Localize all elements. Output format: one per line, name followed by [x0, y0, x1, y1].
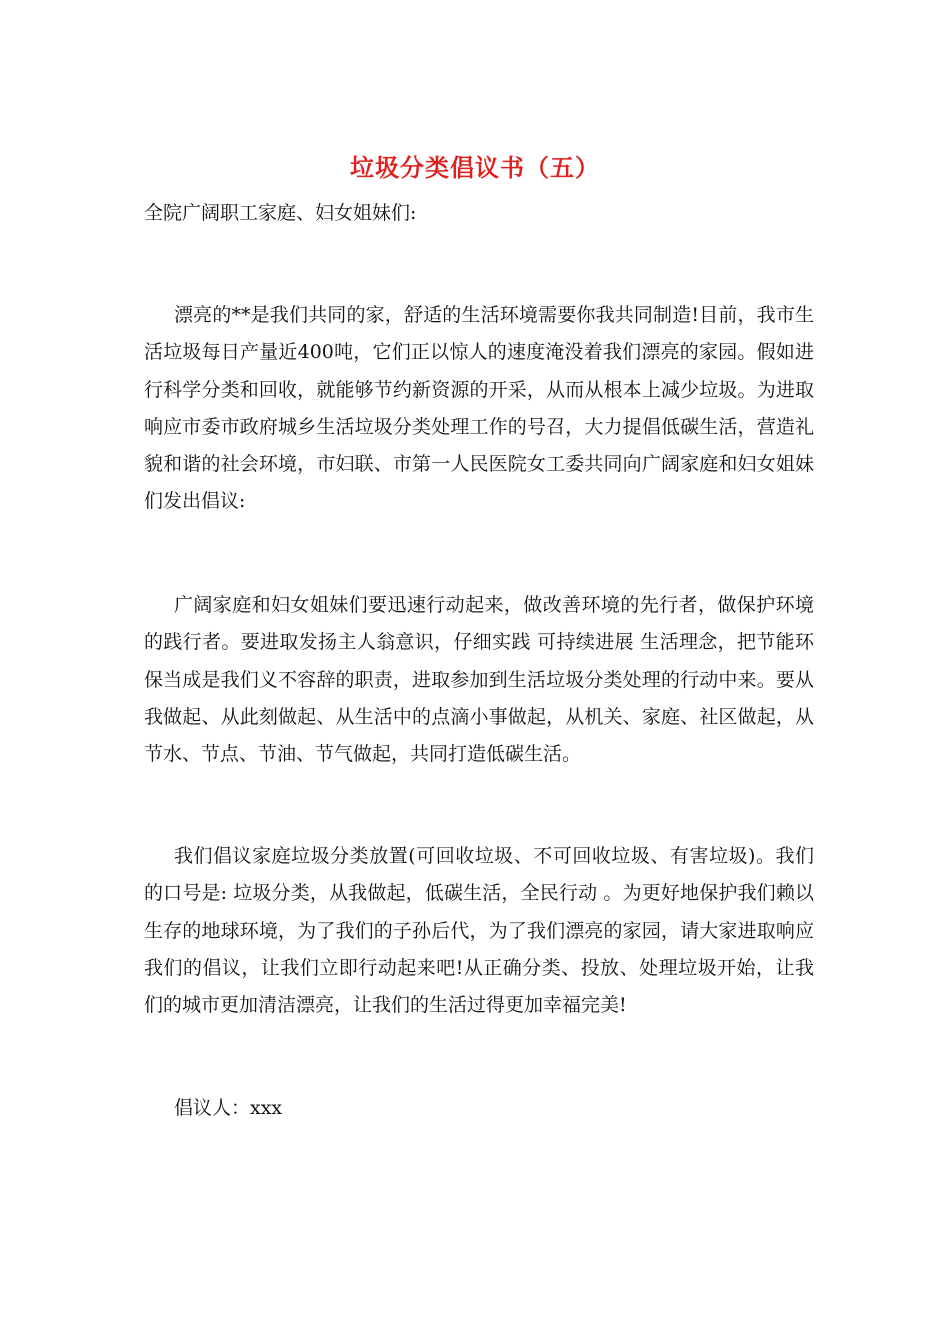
salutation: 全院广阔职工家庭、妇女姐妹们: [144, 202, 417, 224]
signer: 倡议人：xxx [174, 1097, 283, 1119]
paragraph-1: 漂亮的**是我们共同的家，舒适的生活环境需要你我共同制造!目前，我市生活垃圾每日产量近400吨，它们正以惊人的速度淹没着我们漂亮的家园。假如进行科学分类和回收，就能够节约新资源的开采，从而从根本上减少垃圾。为进取响应市委市政府城乡生活垃圾分类处理工作的号召，大力提倡低碳生活，营造礼貌和谐的社会环境，市妇联、市第一人民医院女工委共同向广阔家庭和妇女姐妹们发出倡议: [144, 304, 814, 513]
paragraph-2: 广阔家庭和妇女姐妹们要迅速行动起来，做改善环境的先行者，做保护环境的践行者。要进取发扬主人翁意识，仔细实践 可持续进展 生活理念，把节能环保当成是我们义不容辞的职责，进取参加到生活垃圾分类处理的行动中来。要从我做起、从此刻做起、从生活中的点滴小事做起，从机关、家庭、社区做起，从节水、节点、节油、节气做起，共同打造低碳生活。 [144, 594, 814, 766]
document-title: 垃圾分类倡议书（五） [350, 153, 600, 182]
paragraph-3: 我们倡议家庭垃圾分类放置(可回收垃圾、不可回收垃圾、有害垃圾)。我们的口号是: 垃圾分类，从我做起，低碳生活，全民行动 。为更好地保护我们赖以生存的地球环境，为了我们的子孙后代，为了我们漂亮的家园，请大家进取响应我们的倡议，让我们立即行动起来吧!从正确分类、投放、处理垃圾开始，让我们的城市更加清洁漂亮，让我们的生活过得更加幸福完美! [144, 845, 814, 1017]
